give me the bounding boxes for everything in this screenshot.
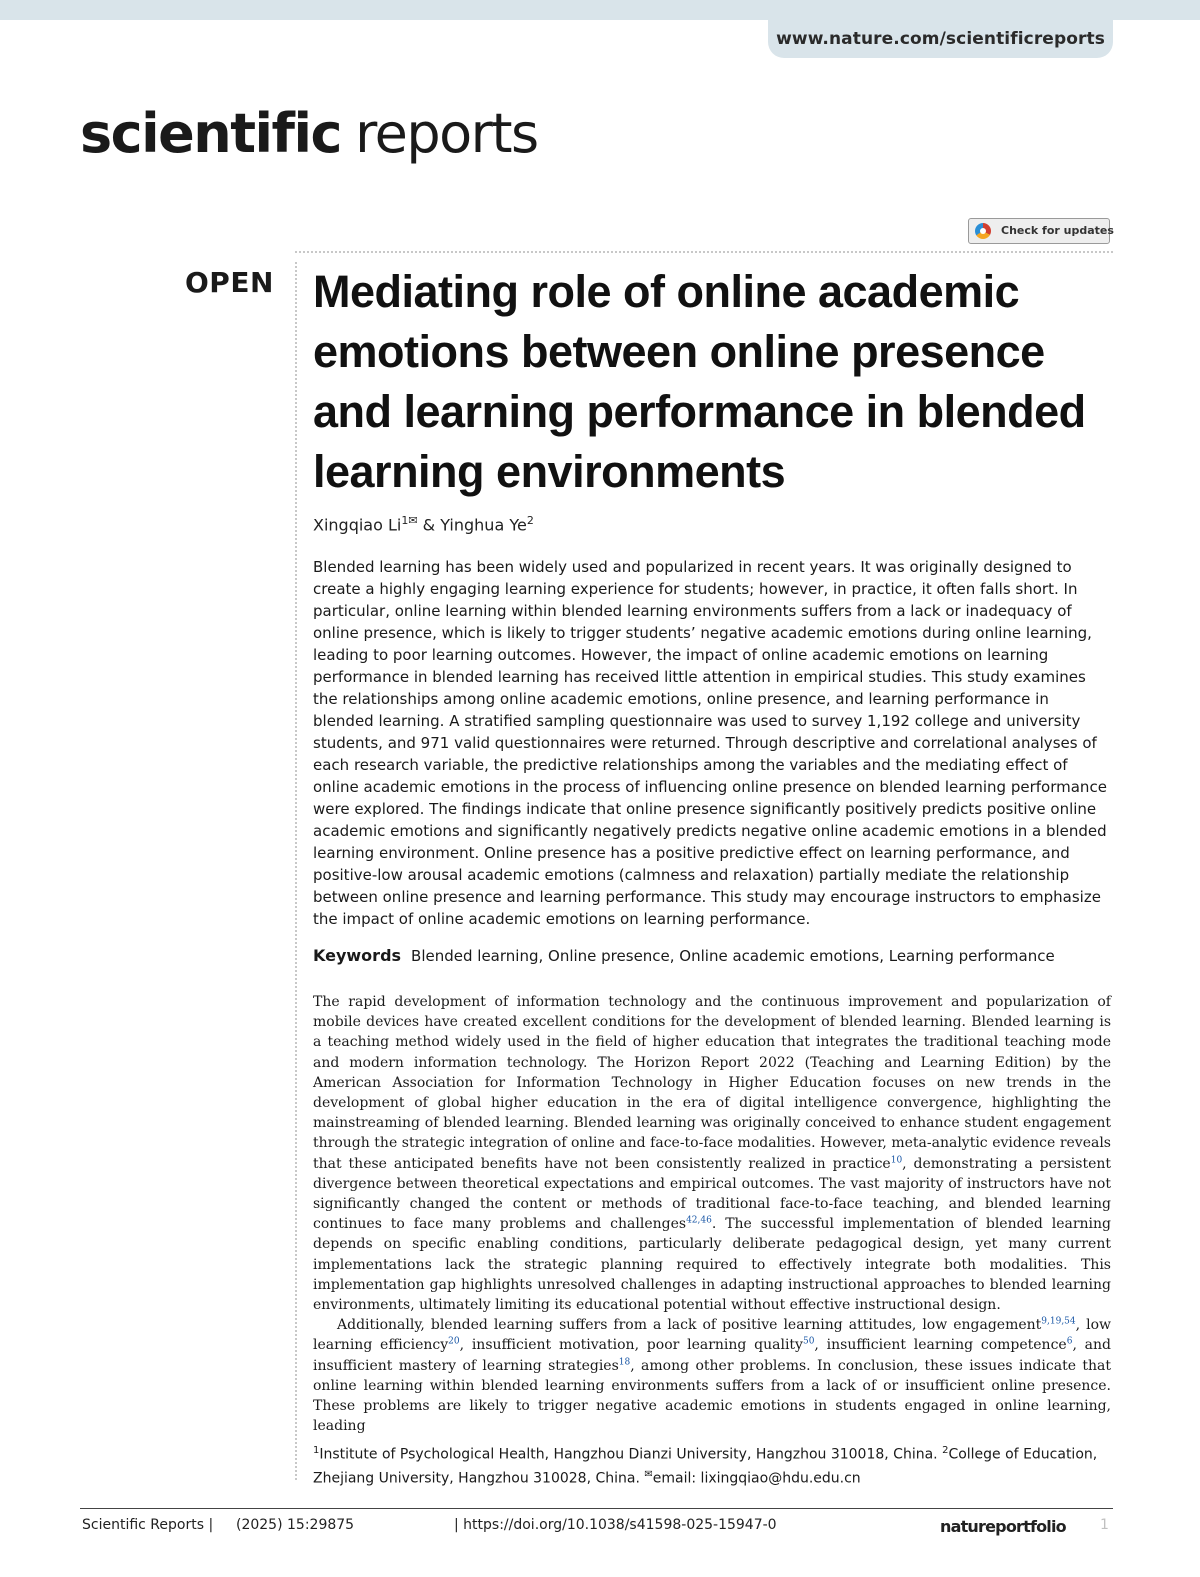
affiliation-mark: 2 bbox=[942, 1445, 949, 1456]
logo-reports: reports bbox=[355, 102, 538, 165]
body-text-run: . The successful implementation of blended learning depends on specific enabling conditions, particularly deliberate pedagogical design, yet many current implementations lack the strategic planning required to effectively integrate both modalities. This implementation gap highlights unresolved challenges in adapting instructional approaches to blended learning environments, ultimately limiting its educational potential without effective instructional design. bbox=[313, 1216, 1111, 1314]
author-list bbox=[313, 514, 534, 534]
author-affiliation-mark[interactable]: 2 bbox=[526, 514, 534, 527]
body-text-run: , low learning efficiency bbox=[313, 1317, 1111, 1354]
article-title: Mediating role of online academic emotions between online presence and learning performance in blended learning environments bbox=[313, 266, 1086, 497]
footer-journal: Scientific Reports | bbox=[82, 1517, 214, 1533]
journal-url-link[interactable]: www.nature.com/scientificreports bbox=[768, 20, 1113, 58]
body-text bbox=[313, 992, 1111, 1436]
footer-doi-link[interactable]: | https://doi.org/10.1038/s41598-025-15947-0 bbox=[454, 1517, 777, 1533]
journal-logo bbox=[80, 100, 538, 168]
contact-email-link[interactable]: email: lixingqiao@hdu.edu.cn bbox=[652, 1470, 861, 1487]
keywords-list: Blended learning, Online presence, Online academic emotions, Learning performance bbox=[411, 947, 1055, 965]
citation-link[interactable]: 42,46 bbox=[686, 1215, 712, 1226]
body-paragraph bbox=[313, 1315, 1111, 1436]
body-text-run: , among other problems. In conclusion, these issues indicate that online learning within blended learning environments suffers from a lack of or insufficient online presence. These problems are likely to trigger negative academic emotions in students engaged in online learning, leading bbox=[313, 1357, 1111, 1435]
body-text-run: Additionally, blended learning suffers from a lack of positive learning attitudes, low engagement bbox=[337, 1317, 1042, 1334]
author-joiner: & bbox=[417, 515, 441, 535]
affiliation-text: College of Education, Zhejiang University, Hangzhou 310028, China. bbox=[313, 1446, 1098, 1487]
keywords-label: Keywords bbox=[313, 946, 402, 965]
email-icon: ✉ bbox=[644, 1468, 653, 1480]
body-text-run: The rapid development of information technology and the continuous improvement and popularization of mobile devices have created excellent conditions for the development of blended learning. Blended learning is a teaching method widely used in the field of higher education that integrates the traditional teaching mode and modern information technology. The Horizon Report 2022 (Teaching and Learning Edition) by the American Association for Information Technology in Higher Education focuses on new trends in the development of global higher education in the era of digital intelligence convergence, highlighting the mainstreaming of blended learning. Blended learning was originally conceived to enhance student engagement through the strategic integration of online and face-to-face modalities. However, meta-analytic evidence reveals that these anticipated benefits have not been consistently realized in practice bbox=[313, 994, 1111, 1172]
body-paragraph bbox=[313, 992, 1111, 1315]
author-name[interactable]: Yinghua Ye bbox=[440, 515, 527, 535]
citation-link[interactable]: 18 bbox=[618, 1357, 631, 1367]
affiliation-mark: 1 bbox=[313, 1445, 320, 1456]
citation-link[interactable]: 50 bbox=[802, 1336, 815, 1347]
check-updates-icon bbox=[975, 223, 991, 239]
abstract: Blended learning has been widely used and popularized in recent years. It was originally designed to create a highly engaging learning experience for students; however, in practice, it often falls short. In particular, online learning within blended learning environments suffers from a lack or inadequacy of online presence, which is likely to trigger students’ negative academic emotions during online learning, leading to poor learning outcomes. However, the impact of online academic emotions on learning performance in blended learning has received little attention in empirical studies. This study examines the relationships among online academic emotions, online presence, and learning performance in blended learning. A stratified sampling questionnaire was used to survey 1,192 college and university students, and 971 valid questionnaires were returned. Through descriptive and correlational analyses of each research variable, the predictive relationships among the variables and the mediating effect of online academic emotions in the process of influencing online presence on blended learning performance were explored. The findings indicate that online presence significantly positively predicts positive online academic emotions and significantly negatively predicts negative online academic emotions in a blended learning environment. Online presence has a positive predictive effect on learning performance, and positive-low arousal academic emotions (calmness and relaxation) partially mediate the relationship between online presence and learning performance. This study may encourage instructors to emphasize the impact of online academic emotions on learning performance. bbox=[313, 558, 1107, 928]
header-divider bbox=[295, 251, 1113, 253]
citation-link[interactable]: 20 bbox=[448, 1336, 460, 1347]
affiliation-text: Institute of Psychological Health, Hangzhou Dianzi University, Hangzhou 310018, China. bbox=[319, 1446, 943, 1463]
author-name[interactable]: Xingqiao Li bbox=[313, 515, 402, 535]
footer-rule bbox=[80, 1508, 1113, 1509]
body-text-run: , demonstrating a persistent divergence between theoretical expectations and empirical outcomes. The vast majority of instructors have not significantly changed the content or methods of traditional face-to-face teaching, and blended learning continues to face many problems and challenges bbox=[313, 1155, 1112, 1233]
author-affiliation-mark[interactable]: 1✉ bbox=[401, 514, 418, 527]
body-text-run: , insufficient learning competence bbox=[814, 1337, 1067, 1354]
logo-scientific: scientific bbox=[80, 102, 342, 165]
page-number: 1 bbox=[1100, 1517, 1109, 1533]
citation-link[interactable]: 6 bbox=[1066, 1336, 1073, 1347]
natureportfolio-logo: natureportfolio bbox=[940, 1517, 1066, 1536]
keywords bbox=[313, 946, 1055, 965]
open-access-label: OPEN bbox=[185, 266, 274, 299]
citation-link[interactable]: 9,19,54 bbox=[1041, 1316, 1076, 1327]
check-for-updates-button[interactable] bbox=[968, 218, 1114, 244]
affiliations bbox=[313, 1441, 1113, 1488]
side-divider bbox=[295, 262, 297, 1480]
citation-link[interactable]: 10 bbox=[890, 1154, 903, 1165]
check-updates-label: Check for updates bbox=[1001, 224, 1114, 237]
body-text-run: , insufficient motivation, poor learning quality bbox=[459, 1337, 803, 1354]
top-band bbox=[0, 0, 1200, 20]
body-text-run: , and insufficient mastery of learning strategies bbox=[313, 1337, 1111, 1374]
footer-volume: (2025) 15:29875 bbox=[236, 1517, 355, 1533]
